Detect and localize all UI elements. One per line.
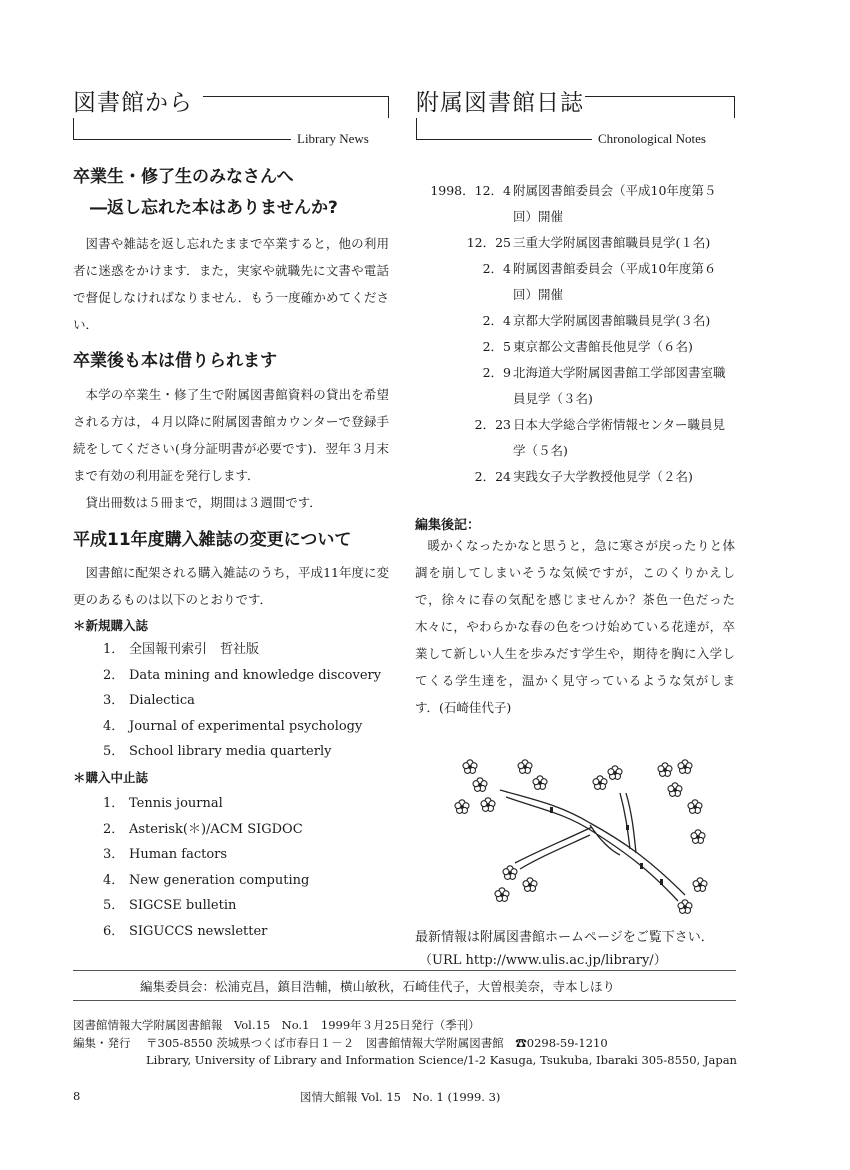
stopped-journal-item-title: Asterisk(＊)/ACM SIGDOC [129, 821, 303, 837]
section1-title: 卒業生・修了生のみなさんへ [73, 167, 294, 187]
blossom [691, 830, 705, 844]
stopped-journal-item [103, 893, 309, 919]
section2-paragraph-1: 本学の卒業生・修了生で附属図書館資料の貸出を希望される方は，４月以降に附属図書館カウンターで登録手続をしてください(身分証明書が必要です)．翌年３月末まで有効の利用証を発行します． [73, 387, 389, 483]
stopped-journal-item-number: 4． [103, 872, 125, 888]
editor-note-body [415, 532, 735, 721]
diary-entry [415, 256, 735, 308]
blossom [473, 778, 487, 792]
new-journal-item-title: Journal of experimental psychology [129, 718, 363, 734]
diary-entry [415, 334, 735, 360]
diary-date: 2．23 [474, 417, 511, 432]
homepage-url[interactable]: （URL http://www.ulis.ac.jp/library/） [419, 953, 667, 968]
stopped-journal-item-title: Tennis journal [129, 796, 223, 811]
diary-text: 実践女子大学教授他見学（２名) [513, 469, 693, 484]
blossom [688, 800, 702, 814]
homepage-notice: 最新情報は附属図書館ホームページをご覧下さい． [415, 930, 714, 945]
stopped-journal-item-title: SIGCSE bulletin [129, 898, 237, 914]
left-header-subtitle: Library News [297, 131, 369, 146]
diary-entry [415, 412, 735, 464]
new-journals-list [103, 637, 381, 765]
section1-body [73, 230, 389, 338]
new-journal-item-title: Dialectica [129, 693, 195, 709]
running-title: 図情大館報 Vol. 15 No. 1 (1999. 3) [300, 1090, 501, 1104]
stopped-journal-item [103, 919, 309, 945]
diary-text: 東京都公文書館長他見学（６名) [513, 339, 693, 354]
blossom [658, 763, 672, 777]
new-journal-item-number: 5． [103, 744, 125, 760]
stopped-journal-item-number: 5． [103, 898, 125, 914]
new-journals-label: ＊新規購入誌 [73, 618, 149, 633]
blossom [463, 760, 477, 774]
new-journal-item-title: School library media quarterly [129, 744, 332, 760]
stopped-journals-list [103, 791, 309, 945]
blossom [503, 866, 517, 880]
stopped-journals-label: ＊購入中止誌 [73, 770, 149, 785]
colophon-line-3: Library, University of Library and Information Science/1-2 Kasuga, Tsukuba, Ibaraki 305-8550, Japan [146, 1053, 737, 1067]
new-journal-item [103, 688, 381, 714]
blossom [678, 900, 692, 914]
diary-text: 三重大学附属図書館職員見学(１名) [513, 235, 711, 250]
new-journal-item-number: 4． [103, 718, 125, 734]
stopped-journal-item-number: 1． [103, 796, 125, 811]
right-header-rule-bottom [416, 139, 592, 140]
editors-rule-bottom [73, 1000, 736, 1001]
blossom [668, 783, 682, 797]
section3-title: 平成11年度購入雑誌の変更について [73, 530, 352, 550]
stopped-journal-item [103, 817, 309, 843]
section2-title: 卒業後も本は借りられます [73, 351, 277, 371]
branch-lower [515, 827, 592, 863]
diary-text: 京都大学附属図書館職員見学(３名) [513, 313, 711, 328]
stopped-journal-item-title: SIGUCCS newsletter [129, 923, 268, 939]
left-header-title: 図書館から [73, 90, 193, 116]
page-number: 8 [73, 1089, 81, 1103]
new-journal-item [103, 637, 381, 663]
section2-paragraph-2: 貸出冊数は５冊まで，期間は３週間です． [85, 495, 322, 510]
blossom [608, 766, 622, 780]
diary-date: 2．5 [482, 339, 511, 354]
stopped-journal-item-number: 2． [103, 821, 125, 837]
stopped-journal-item [103, 868, 309, 894]
diary-entry [415, 308, 735, 334]
blossom [678, 760, 692, 774]
diary-text: 日本大学総合学術情報センター職員見学（５名) [513, 417, 726, 458]
new-journal-item [103, 714, 381, 740]
stopped-journal-item-title: New generation computing [129, 872, 310, 888]
stopped-journal-item [103, 791, 309, 817]
new-journal-item-number: 1． [103, 642, 125, 657]
editors-rule-top [73, 970, 736, 971]
left-header-rule-top [203, 96, 389, 97]
diary-date: 2．9 [482, 365, 511, 380]
diary-date: 2．4 [482, 261, 511, 276]
stopped-journal-item-number: 3． [103, 847, 125, 863]
new-journal-item-title: Data mining and knowledge discovery [129, 667, 382, 683]
diary-date: 12．25 [466, 235, 511, 250]
colophon-publisher-label: 編集・発行 [73, 1036, 131, 1050]
section1-paragraph: 図書や雑誌を返し忘れたままで卒業すると，他の利用者に迷惑をかけます．また，実家や就職先に文書や電話で督促しなければなりません．もう一度確かめてください． [73, 236, 389, 332]
new-journal-item-title: 全国報刊索引 哲社版 [129, 642, 260, 657]
colophon-line-1: 図書館情報大学附属図書館報 Vol.15 No.1 1999年３月25日発行（季刊） [73, 1018, 480, 1032]
chronological-notes-list [415, 178, 735, 490]
blossom [523, 878, 537, 892]
section3-body [73, 559, 389, 613]
new-journal-item [103, 739, 381, 765]
diary-date: 2．24 [474, 469, 511, 484]
blossom [495, 888, 509, 902]
stopped-journal-item-number: 6． [103, 923, 125, 939]
cherry-blossom-illustration [440, 745, 740, 920]
diary-date: 2．4 [482, 313, 511, 328]
blossom [693, 878, 707, 892]
diary-text: 附属図書館委員会（平成10年度第５回）開催 [513, 183, 717, 224]
new-journal-item-number: 3． [103, 693, 125, 709]
diary-text: 北海道大学附属図書館工学部図書室職員見学（３名) [513, 365, 726, 406]
editor-note-paragraph: 暖かくなったかなと思うと，急に寒さが戻ったりと体調を崩してしまいそうな気候ですが，このくりかえしで，徐々に春の気配を感じませんか？茶色一色だった木々に，やわらかな春の色をつけ始めている花達が，卒業して新しい人生を歩みだす学生や，期待を胸に入学してくる学生達を，温かく見守っているような気がします．(石崎佳代子) [415, 538, 735, 715]
left-header-rule-left [73, 118, 74, 140]
new-journal-item [103, 663, 381, 689]
blossom [455, 800, 469, 814]
left-header-rule-right [388, 96, 389, 118]
editor-note-title: 編集後記： [415, 518, 481, 533]
diary-entry [415, 230, 735, 256]
diary-entry [415, 178, 735, 230]
section2-body [73, 381, 389, 516]
diary-date: 1998．12．4 [430, 183, 511, 198]
right-header-rule-left [416, 118, 417, 140]
right-header-title: 附属図書館日誌 [416, 90, 584, 116]
new-journal-item-number: 2． [103, 667, 125, 683]
left-header-rule-bottom [73, 139, 291, 140]
diary-entry [415, 360, 735, 412]
section1-subtitle: ―返し忘れた本はありませんか? [90, 198, 338, 218]
colophon-line-2: 〒305-8550 茨城県つくば市春日１－２ 図書館情報大学附属図書館 ☎0298-59-1210 [146, 1036, 608, 1050]
blossom [593, 776, 607, 790]
diary-entry [415, 464, 735, 490]
blossom [481, 798, 495, 812]
stopped-journal-item [103, 842, 309, 868]
blossom [518, 760, 532, 774]
editorial-committee: 編集委員会：松浦克昌，鎮目浩輔，横山敏秋，石崎佳代子，大曽根美奈，寺本しほり [140, 979, 616, 994]
blossom [533, 776, 547, 790]
right-header-subtitle: Chronological Notes [598, 131, 706, 146]
section3-paragraph: 図書館に配架される購入雑誌のうち，平成11年度に変更のあるものは以下のとおりです． [73, 565, 389, 607]
diary-text: 附属図書館委員会（平成10年度第６回）開催 [513, 261, 717, 302]
stopped-journal-item-title: Human factors [129, 847, 228, 863]
right-header-rule-right [734, 96, 735, 118]
right-header-rule-top [585, 96, 735, 97]
